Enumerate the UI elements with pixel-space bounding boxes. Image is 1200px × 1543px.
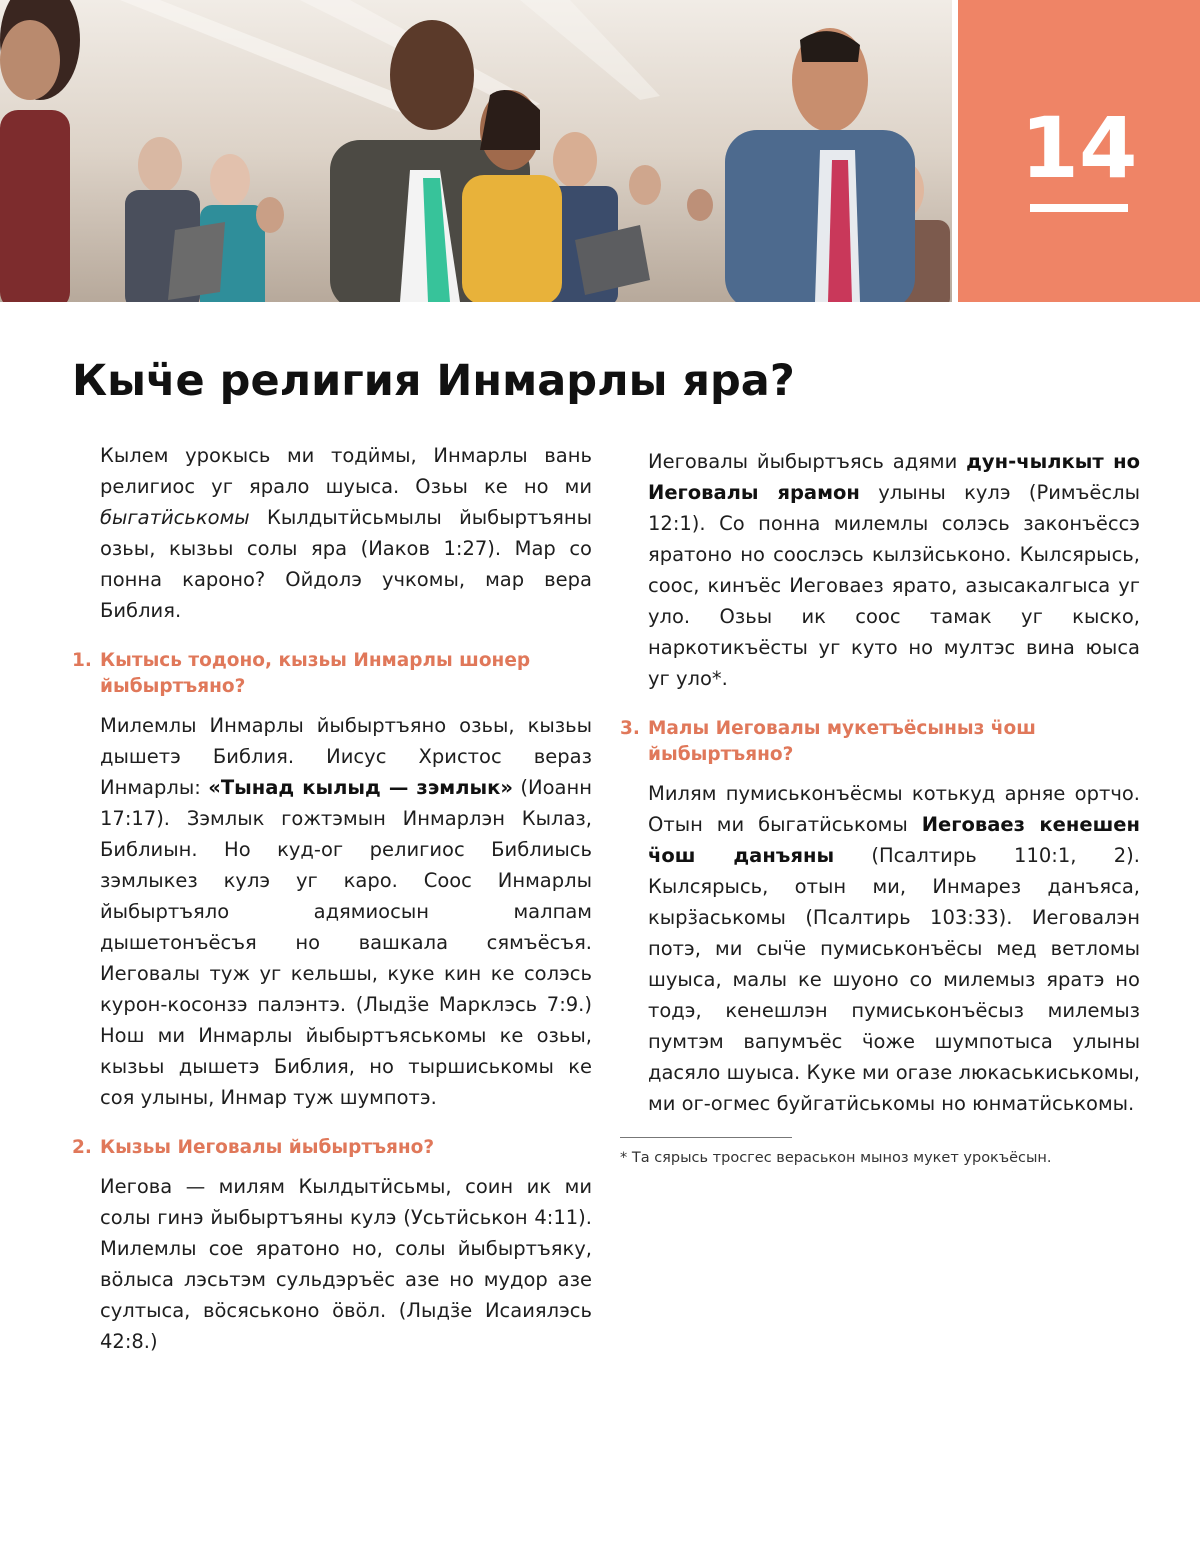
lesson-number-badge: [958, 0, 1200, 302]
footnote: * Та сярысь тросгес вераськон мыноз мукет урокъёсын.: [620, 1150, 1052, 1166]
lesson-number: 14: [1020, 99, 1138, 197]
q2-text-2: Иеговалы йыбыртъясь адями: [648, 450, 967, 473]
intro-text-1: Кылем урокысь ми тодӥмы, Инмарлы вань религиос уг ярало шуыса. Озьы ке но ми: [100, 444, 592, 498]
question-3-number: 3.: [620, 718, 640, 739]
q1-text-2: (Иоанн 17:17). Зэмлык гожтэмын Инмарлэн Кылаз, Библиын. Но куд-ог религиос Библиысь зэмлыкез кулэ уг каро. Соос Инмарлы йыбыртъяло адямиосын малпам дышетонъёсъя но вашкала сямъёсъя. Иеговалы туж уг кельшы, куке кин ке солэсь курон-косонзэ палэнтэ. (Лыдӟе Марклэсь 7:9.) Нош ми Инмарлы йыбыртъяськомы ке озьы, кызьы дышетэ Библия, но тыршиськомы ке соя улыны, Инмар туж шумпотэ.: [100, 776, 592, 1109]
intro-paragraph: [72, 440, 592, 626]
question-3-title: Малы Иеговалы мукетъёсыныз ӵош йыбыртъяно?: [648, 718, 1036, 765]
intro-text-2: Кылдытӥсьмылы йыбыртъяны озьы, кызьы солы яра (Иаков 1:27). Мар со понна кароно? Ойдолэ учкомы, мар вера Библия.: [100, 506, 592, 622]
question-1-number: 1.: [72, 650, 92, 671]
q2-text-3: улыны кулэ (Римъёслы 12:1). Со понна милемлы солэсь законъёссэ яратоно но соослэсь кылзӥськоно. Кылсярысь, соос, кинъёс Иеговаез ярато, азысакалгыса уг уло. Озьы ик соос тамак уг кыско, наркотикъёсты уг куто но мултэс вина юыса уг уло*.: [648, 481, 1141, 690]
page-title: Кыӵе религия Инмарлы яра?: [72, 356, 795, 406]
left-column: [72, 440, 592, 1357]
question-3-heading: [620, 716, 1140, 768]
q3-text-2: (Псалтирь 110:1, 2). Кылсярысь, отын ми, Инмарез данъяса, кырӟаськомы (Псалтирь 103:33). Иеговалэн потэ, ми сыӵе пумиськонъёсы мед ветломы шуыса, малы ке шуоно со милемыз яратэ но тодэ, кенешлэн пумиськонъёсыз милемыз пумтэм вапумъёс ӵоже шумпотыса улыны дасяло шуыса. Куке ми огазе люкаськиськомы, ми ог-огмес буйгатӥськомы но юнматӥськомы.: [648, 844, 1140, 1115]
congregation-singing-photo-icon: [0, 0, 952, 302]
footnote-divider: [620, 1137, 792, 1138]
q3-bold: Иеговаез кенешен ӵош данъяны: [648, 813, 1140, 867]
question-2-paragraph-1: Иегова — милям Кылдытӥсьмы, соин ик ми солы гинэ йыбыртъяны кулэ (Усьтӥськон 4:11). Милемлы сое яратоно но, солы йыбыртъяку, вӧлыса лэсьтэм сульдэръёс азе но мудор азе султыса, вӧсяськоно ӧвӧл. (Лыдӟе Исаиялэсь 42:8.): [100, 1175, 592, 1353]
question-2-heading: [72, 1135, 592, 1161]
badge-underline: [1030, 204, 1128, 212]
q2-bold: дун-чылкыт но Иеговалы ярамон: [648, 450, 1140, 504]
hero-photo: [0, 0, 952, 302]
q1-text-1: Милемлы Инмарлы йыбыртъяно озьы, кызьы дышетэ Библия. Иисус Христос вераз Инмарлы:: [100, 714, 592, 799]
question-1-heading: [72, 648, 592, 700]
question-1-paragraph: [72, 710, 592, 1113]
right-column: [620, 446, 1140, 1168]
question-3-paragraph: [620, 778, 1140, 1119]
q3-text-1: Милям пумиськонъёсмы котькуд арняе ортчо. Отын ми быгатӥськомы: [648, 782, 1140, 836]
question-2-paragraph-2: [620, 446, 1140, 694]
q1-bold-quote: «Тынад кылыд — зэмлык»: [208, 776, 513, 799]
question-1-title: Кытысь тодоно, кызьы Инмарлы шонер йыбыртъяно?: [100, 650, 531, 697]
question-2-number: 2.: [72, 1137, 92, 1158]
question-2-title: Кызьы Иеговалы йыбыртъяно?: [100, 1137, 435, 1158]
intro-italic: быгатӥськомы: [100, 506, 250, 529]
